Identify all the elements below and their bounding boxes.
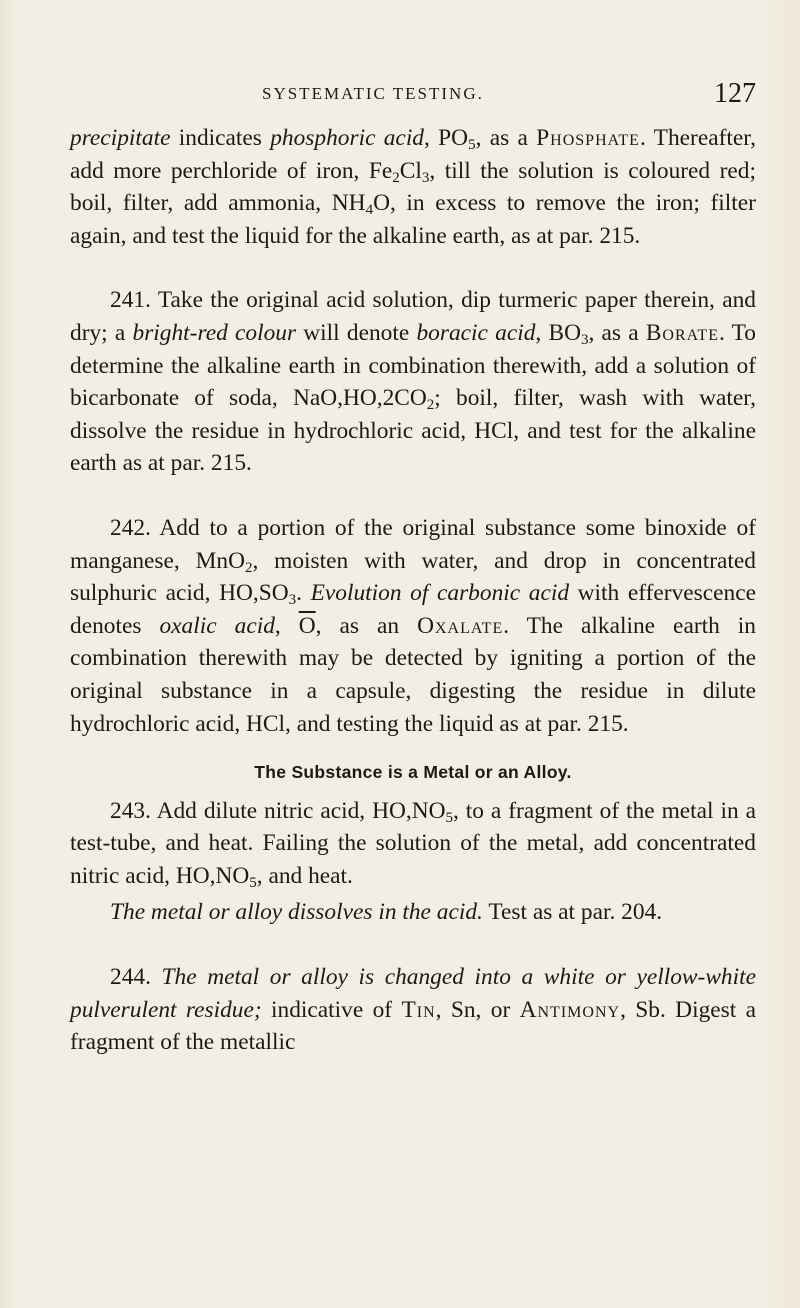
text-span: phosphoric acid — [270, 125, 425, 151]
text-span: . Thereafter, add more perchloride of iron, Fe — [70, 125, 756, 184]
text-span: O, in excess to remove the iron; filter again, and test the liquid for the alkaline earth, as at par. 215. — [70, 190, 756, 249]
text-span: precipitate — [70, 125, 171, 151]
text-span: , as an — [315, 612, 418, 639]
subscript: 3 — [288, 592, 297, 609]
text-span: boracic acid — [416, 319, 536, 346]
text-span: Cl — [399, 157, 422, 184]
subscript: 5 — [445, 809, 453, 826]
page-body — [70, 122, 756, 1091]
running-head: SYSTEMATIC TESTING. — [262, 84, 484, 103]
text-span: 243. Add dilute nitric acid, HO,NO — [110, 797, 446, 824]
text-span: , — [274, 612, 299, 639]
paragraph-continued — [70, 122, 756, 252]
text-span: . — [296, 580, 311, 607]
subscript: 5 — [468, 137, 476, 153]
text-span: The metal or alloy dissolves in the acid. — [110, 899, 483, 926]
text-span: The metal or alloy is changed into a white or yellow-white pulverulent residue; — [70, 964, 756, 1023]
text-span: Evolution of carbonic acid — [310, 580, 570, 607]
text-span: ; boil, filter, wash with water, dissolve the residue in hydrochloric acid, HCl, and test for the alkaline earth as at par. 215. — [70, 385, 756, 477]
subscript: 2 — [244, 559, 253, 576]
text-span: 244. — [110, 964, 162, 991]
text-span: will denote — [296, 319, 417, 346]
text-span: indicative of — [261, 996, 402, 1023]
small-caps-term: Tin — [401, 996, 436, 1023]
text-span: Test as at par. 204. — [482, 899, 663, 926]
page-number: 127 — [714, 78, 756, 109]
text-span: , PO — [424, 125, 469, 151]
page-header — [70, 78, 756, 108]
text-span: , Sb. Digest a fragment of the metallic — [70, 996, 756, 1056]
text-span: , moisten with water, and drop in concentrated sulphuric acid, HO,SO — [70, 547, 756, 607]
paragraph-243-result — [70, 896, 756, 929]
overlined-symbol: $\overline{O}$ — [298, 612, 316, 639]
text-span: , Sn, or — [435, 996, 520, 1023]
small-caps-term: Antimony — [519, 996, 621, 1023]
subscript: 2 — [426, 397, 435, 414]
subscript: 2 — [392, 169, 400, 186]
text-span: with effervescence denotes — [70, 580, 756, 639]
text-span: , to a fragment of the metal in a test-tube, and heat. Failing the solution of the metal, add concentrated nitric acid, HO,NO — [70, 797, 756, 889]
paragraph-242 — [70, 512, 756, 740]
text-span: indicates — [170, 125, 271, 151]
subscript: 3 — [421, 169, 430, 186]
section-heading: The Substance is a Metal or an Alloy. — [254, 762, 572, 783]
paragraph-243 — [70, 795, 756, 893]
subscript: 3 — [580, 331, 589, 348]
text-span: 241. Take the original acid solution, dip turmeric paper therein, and dry; a — [70, 287, 756, 346]
paragraph-241 — [70, 284, 756, 480]
text-span: . To determine the alkaline earth in combination therewith, add a solution of bicarbonate of soda, NaO,HO,2CO — [70, 319, 756, 412]
text-span: , as a — [475, 125, 537, 151]
text-span: bright-red colour — [132, 319, 297, 346]
subscript: 5 — [249, 874, 257, 891]
subscript: 4 — [365, 202, 374, 219]
text-span: , BO — [535, 319, 581, 346]
text-span: , as a — [588, 319, 646, 346]
paragraph-244 — [70, 961, 756, 1059]
small-caps-term: Oxalate — [417, 612, 504, 639]
text-span: , and heat. — [256, 862, 353, 889]
text-span: , till the solution is coloured red; boil, filter, add ammonia, NH — [70, 157, 756, 217]
text-span: . The alkaline earth in combination therewith may be detected by igniting a portion of the original substance in a capsule, digesting the residue in dilute hydrochloric acid, HCl, and testing the liquid as at par. 215. — [70, 612, 757, 737]
text-span: oxalic acid — [159, 612, 275, 639]
small-caps-term: Borate — [645, 319, 719, 346]
text-span: 242. Add to a portion of the original substance some binoxide of manganese, MnO — [70, 514, 756, 574]
small-caps-term: Phosphate — [536, 125, 640, 151]
